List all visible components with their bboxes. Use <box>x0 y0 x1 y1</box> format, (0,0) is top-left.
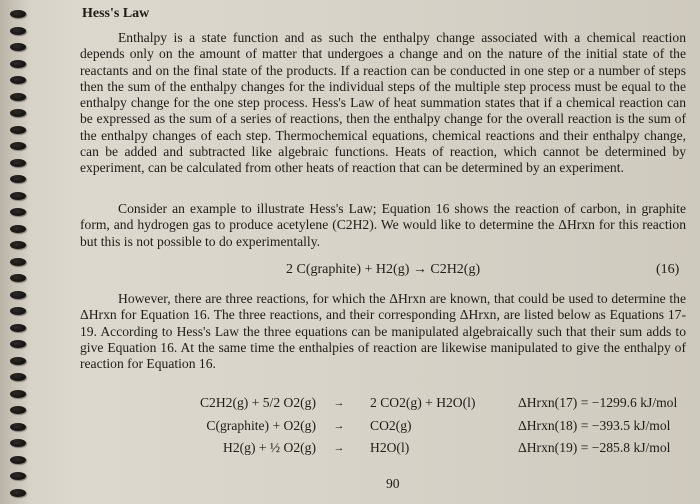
binding-ring <box>10 406 26 414</box>
reaction-17-reactants: C2H2(g) + 5/2 O2(g) <box>199 395 316 410</box>
binding-ring <box>10 357 26 365</box>
page-number: 90 <box>386 476 400 491</box>
binding-ring <box>10 472 26 480</box>
equation-16: 2 C(graphite) + H2(g) → C2H2(g) <box>286 262 481 277</box>
binding-ring <box>10 126 26 134</box>
reaction-19-enthalpy: ΔHrxn(19) = −285.8 kJ/mol <box>518 440 671 455</box>
binding-ring <box>10 43 26 51</box>
binding-ring <box>10 439 26 447</box>
binding-ring <box>10 192 26 200</box>
binding-ring <box>10 274 26 282</box>
binding-ring <box>10 456 26 464</box>
binding-ring <box>10 109 26 117</box>
binding-ring <box>10 159 26 167</box>
binding-ring <box>10 291 26 299</box>
binding-ring <box>10 340 26 348</box>
spiral-binding <box>4 0 34 504</box>
binding-ring <box>10 423 26 431</box>
binding-ring <box>10 208 26 216</box>
binding-ring <box>10 324 26 332</box>
binding-ring <box>10 307 26 315</box>
binding-ring <box>10 373 26 381</box>
binding-ring <box>10 489 26 497</box>
reaction-18-reactants: C(graphite) + O2(g) <box>206 418 316 433</box>
binding-ring <box>10 76 26 84</box>
binding-ring <box>10 60 26 68</box>
reaction-18-enthalpy: ΔHrxn(18) = −393.5 kJ/mol <box>518 418 671 433</box>
binding-ring <box>10 10 26 18</box>
reaction-19-arrow: → <box>333 442 345 454</box>
reaction-19-products: H2O(l) <box>370 440 410 455</box>
binding-ring <box>10 175 26 183</box>
binding-ring <box>10 93 26 101</box>
reaction-17-arrow: → <box>333 397 345 409</box>
equation-16-number: (16) <box>656 262 680 277</box>
reaction-18-arrow: → <box>333 420 345 432</box>
reaction-17-products: 2 CO2(g) + H2O(l) <box>370 395 476 410</box>
binding-ring <box>10 390 26 398</box>
reaction-18-products: CO2(g) <box>370 418 412 433</box>
paragraph-three-reactions: However, there are three reactions, for which the ΔHrxn are known, that could be used to determine the ΔHrxn for Equation 16. The three reactions, and their corresponding ΔHrxn, are listed below as Equations 17-19. According to Hess's Law the three equations can be manipulated algebraically such that their sum adds to give Equation 16. At the same time the enthalpies of reaction are likewise manipulated to give the enthalpy of reaction for Equation 16. <box>80 291 686 372</box>
binding-ring <box>10 241 26 249</box>
binding-ring <box>10 142 26 150</box>
reaction-19-reactants: H2(g) + ½ O2(g) <box>223 440 316 455</box>
reaction-17-enthalpy: ΔHrxn(17) = −1299.6 kJ/mol <box>518 395 678 410</box>
binding-ring <box>10 258 26 266</box>
paragraph-example: Consider an example to illustrate Hess's Law; Equation 16 shows the reaction of carbon, in graphite form, and hydrogen gas to produce acetylene (C2H2). We would like to determine the ΔHrxn for this reaction but this is not possible to do experimentally. <box>80 201 686 249</box>
binding-ring <box>10 27 26 35</box>
paragraph-enthalpy-intro: Enthalpy is a state function and as such the enthalpy change associated with a chemical reaction depends only on the amount of matter that undergoes a change and on the nature of the initial state of the reactants and on the final state of the products. If a reaction can be conducted in one step or a number of steps then the sum of the enthalpy changes for the individual steps of the multiple step process must be equal to the enthalpy change for the one step process. Hess's Law of heat summation states that if a chemical reaction can be expressed as the sum of a series of reactions, then the enthalpy change for the overall reaction is the sum of the enthalpy changes of each step. Thermochemical equations, chemical reactions and their enthalpy change, can be added and subtracted like algebraic functions. Heats of reaction, which cannot be determined by experiment, can be calculated from other heats of reaction that can be determined by an experiment. <box>80 30 686 176</box>
binding-ring <box>10 225 26 233</box>
page-heading: Hess's Law <box>82 6 150 21</box>
